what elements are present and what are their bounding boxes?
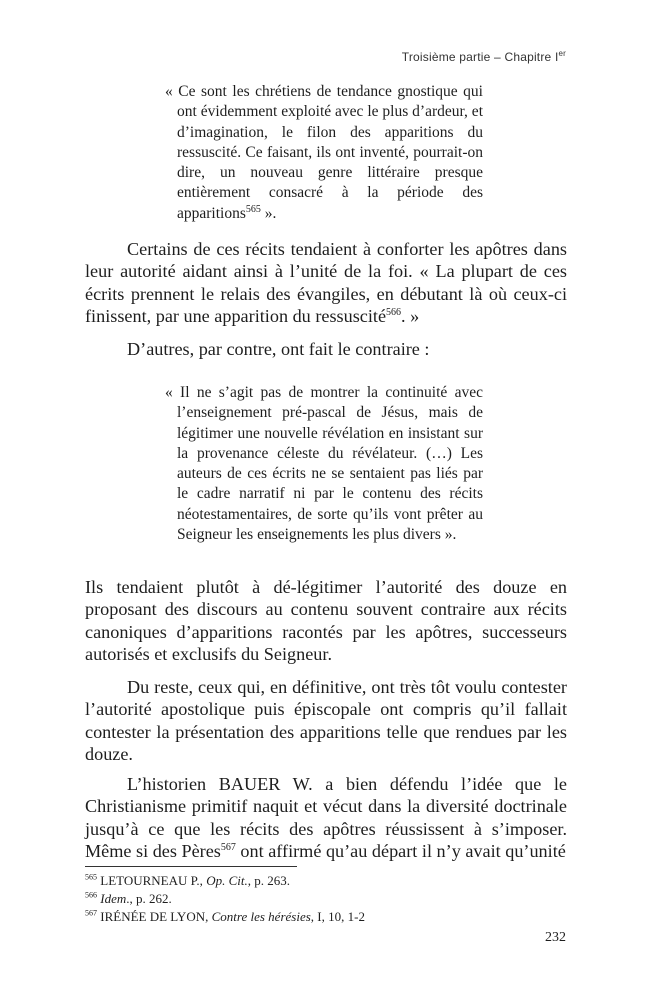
paragraph-2: D’autres, par contre, ont fait le contraire :	[127, 339, 430, 359]
paragraph-5-text: L’historien BAUER W. a bien défendu l’idée que le Christianisme primitif naquit et vécut dans la diversité doctrinale jusqu’à ce que les récits des apôtres réussissent à s’imposer. Même si des Pères	[85, 774, 567, 862]
running-header-superscript: er	[558, 49, 566, 58]
footnote-reference: ., p. 262.	[126, 891, 172, 906]
footnote-ref-565: 565	[245, 203, 261, 215]
footnote-ref-567: 567	[220, 842, 236, 854]
footnote-author: LETOURNEAU P.,	[100, 873, 207, 888]
paragraph-4: Du reste, ceux qui, en définitive, ont très tôt voulu contester l’autorité apostolique puis épiscopale ont compris qu’il fallait contester la présentation des apparitions telle que rendues par les douze.	[85, 677, 567, 765]
footnote-reference: , p. 263.	[247, 873, 290, 888]
paragraph-5-continuation: ont affirmé qu’au départ il n’y avait qu’unité	[235, 841, 566, 862]
footnotes	[85, 872, 567, 926]
quote-closing: ».	[260, 204, 277, 222]
footnote-divider	[85, 866, 297, 867]
footnote-567	[85, 908, 567, 926]
block-quote-2-text: « Il ne s’agit pas de montrer la continuité avec l’enseignement pré-pascal de Jésus, mais de légitimer une nouvelle révélation en insistant sur la provenance céleste du révélateur. (…) Les auteurs de ces écrits ne se sentaient pas liés par le cadre narratif ni par le contenu des récits néotestamentaires, de sorte qu’ils vont prêter au Seigneur les enseignements les plus divers ».	[165, 384, 483, 544]
running-header	[402, 50, 566, 64]
paragraph-1	[85, 238, 567, 328]
paragraph-1-closing: . »	[401, 306, 420, 327]
paragraph-3: Ils tendaient plutôt à dé-légitimer l’autorité des douze en proposant des discours au contenu souvent contraire aux récits canoniques d’apparitions racontés par les apôtres, successeurs autorisés et exclusifs du Seigneur.	[85, 577, 567, 665]
footnote-ref-566: 566	[386, 307, 402, 319]
page-number: 232	[545, 930, 566, 945]
footnote-number: 567	[85, 908, 97, 918]
block-quote-2	[165, 383, 483, 545]
footnote-reference: , I, 10, 1-2	[310, 909, 365, 924]
block-quote-1-text	[165, 82, 483, 224]
footnote-work: Idem	[100, 891, 127, 906]
footnote-566	[85, 890, 567, 908]
block-quote-1	[165, 82, 483, 224]
paragraph-1-text: Certains de ces récits tendaient à conforter les apôtres dans leur autorité aidant ainsi à l’unité de la foi. « La plupart de ces écrits prennent le relais des évangiles, en débutant là où ceux-ci finissent, par une apparition du ressuscité	[85, 239, 567, 327]
quote-text: « Ce sont les chrétiens de tendance gnostique qui ont évidemment exploité avec le plus d’ardeur, et d’imagination, le filon des apparitions du ressuscité. Ce faisant, ils ont inventé, pourrait-on dire, un nouveau genre littéraire presque entièrement consacré à la période des apparitions	[165, 83, 483, 222]
footnote-number: 566	[85, 890, 97, 900]
paragraph-5	[85, 773, 567, 863]
running-header-title: Troisième partie – Chapitre I	[401, 50, 559, 64]
footnote-author: IRÉNÉE DE LYON,	[100, 909, 212, 924]
footnote-work: Contre les hérésies	[211, 909, 311, 924]
footnote-number: 565	[85, 872, 97, 882]
footnote-work: Op. Cit.	[206, 873, 248, 888]
footnote-565	[85, 872, 567, 890]
